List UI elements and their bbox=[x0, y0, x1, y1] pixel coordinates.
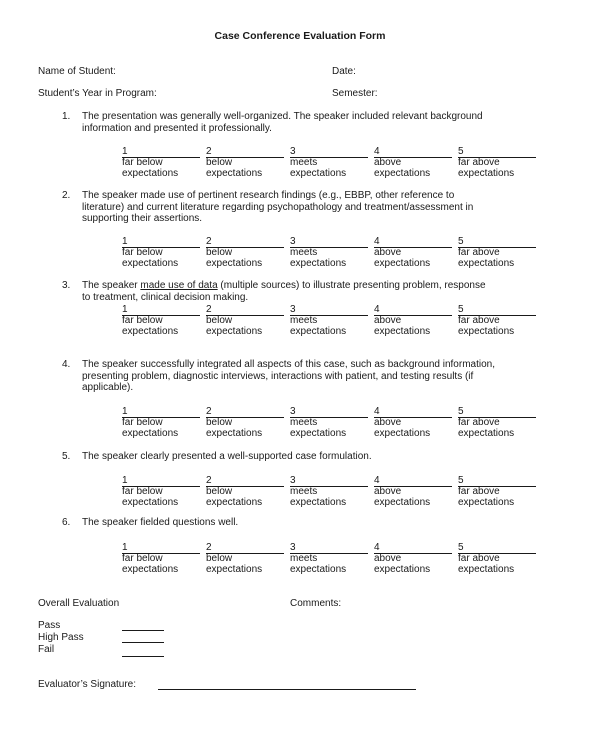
rating-number-1: 1 bbox=[122, 236, 128, 247]
form-title: Case Conference Evaluation Form bbox=[214, 30, 386, 42]
underlined-phrase: made use of data bbox=[140, 280, 218, 291]
rating-label-2: below expectations bbox=[206, 553, 263, 575]
rating-label-1: far below expectations bbox=[122, 417, 179, 439]
rating-label-3: meets expectations bbox=[290, 315, 347, 337]
rating-label-1: far below expectations bbox=[122, 247, 179, 269]
question-number: 3. bbox=[62, 280, 71, 291]
rating-scale[interactable] bbox=[122, 236, 542, 270]
comments-label: Comments: bbox=[290, 598, 342, 609]
rating-number-2: 2 bbox=[206, 406, 212, 417]
rating-label-2: below expectations bbox=[206, 157, 263, 179]
rating-number-4: 4 bbox=[374, 475, 380, 486]
rating-label-2: below expectations bbox=[206, 315, 263, 337]
rating-label-5: far above expectations bbox=[458, 157, 515, 179]
overall-evaluation-label: Overall Evaluation bbox=[38, 598, 120, 609]
rating-number-5: 5 bbox=[458, 146, 464, 157]
rating-number-4: 4 bbox=[374, 304, 380, 315]
rating-label-3: meets expectations bbox=[290, 553, 347, 575]
rating-label-1: far below expectations bbox=[122, 315, 179, 337]
rating-number-1: 1 bbox=[122, 304, 128, 315]
option-fail-label: Fail bbox=[38, 644, 55, 655]
rating-label-1: far below expectations bbox=[122, 553, 179, 575]
rating-number-4: 4 bbox=[374, 542, 380, 553]
rating-number-3: 3 bbox=[290, 542, 296, 553]
signature-line[interactable] bbox=[158, 689, 416, 690]
rating-label-2: below expectations bbox=[206, 247, 263, 269]
date-label: Date: bbox=[332, 66, 356, 77]
question-text: The speaker successfully integrated all aspects of this case, such as background information, presenting problem, diagnostic interviews, interactions with patient, and testing results (if applicable). bbox=[82, 359, 495, 393]
question-number: 4. bbox=[62, 359, 71, 370]
high-pass-blank-line[interactable] bbox=[122, 642, 164, 643]
rating-label-5: far above expectations bbox=[458, 315, 515, 337]
rating-number-4: 4 bbox=[374, 406, 380, 417]
rating-number-1: 1 bbox=[122, 542, 128, 553]
option-pass-label: Pass bbox=[38, 620, 61, 631]
question-text: The speaker clearly presented a well-supported case formulation. bbox=[82, 451, 372, 462]
pass-blank-line[interactable] bbox=[122, 630, 164, 631]
rating-number-2: 2 bbox=[206, 304, 212, 315]
rating-number-2: 2 bbox=[206, 475, 212, 486]
rating-label-4: above expectations bbox=[374, 553, 431, 575]
rating-number-1: 1 bbox=[122, 406, 128, 417]
rating-number-4: 4 bbox=[374, 146, 380, 157]
rating-scale[interactable] bbox=[122, 304, 542, 338]
rating-number-2: 2 bbox=[206, 146, 212, 157]
question-number: 2. bbox=[62, 190, 71, 201]
rating-label-5: far above expectations bbox=[458, 247, 515, 269]
rating-number-3: 3 bbox=[290, 406, 296, 417]
rating-label-4: above expectations bbox=[374, 247, 431, 269]
rating-number-3: 3 bbox=[290, 146, 296, 157]
rating-number-5: 5 bbox=[458, 236, 464, 247]
question-text: The speaker fielded questions well. bbox=[82, 517, 239, 528]
semester-label: Semester: bbox=[332, 88, 378, 99]
rating-number-5: 5 bbox=[458, 406, 464, 417]
question-number: 5. bbox=[62, 451, 71, 462]
rating-number-5: 5 bbox=[458, 542, 464, 553]
rating-label-4: above expectations bbox=[374, 486, 431, 508]
rating-label-5: far above expectations bbox=[458, 417, 515, 439]
rating-label-2: below expectations bbox=[206, 417, 263, 439]
rating-number-1: 1 bbox=[122, 475, 128, 486]
question-text: The presentation was generally well-organized. The speaker included relevant background information and presented it professionally. bbox=[82, 111, 483, 134]
rating-number-5: 5 bbox=[458, 304, 464, 315]
rating-label-4: above expectations bbox=[374, 417, 431, 439]
rating-scale[interactable] bbox=[122, 406, 542, 440]
rating-label-3: meets expectations bbox=[290, 247, 347, 269]
rating-number-3: 3 bbox=[290, 236, 296, 247]
fail-blank-line[interactable] bbox=[122, 656, 164, 657]
rating-number-2: 2 bbox=[206, 542, 212, 553]
question-text: The speaker made use of pertinent research findings (e.g., EBBP, other reference to literature) and current literature regarding psychopathology and treatment/assessment in supporting their assertions. bbox=[82, 190, 474, 224]
question-number: 1. bbox=[62, 111, 71, 122]
rating-number-3: 3 bbox=[290, 304, 296, 315]
name-of-student-label: Name of Student: bbox=[38, 66, 116, 77]
evaluator-signature-label: Evaluator’s Signature: bbox=[38, 679, 137, 690]
rating-label-4: above expectations bbox=[374, 315, 431, 337]
question-number: 6. bbox=[62, 517, 71, 528]
rating-label-5: far above expectations bbox=[458, 553, 515, 575]
rating-label-5: far above expectations bbox=[458, 486, 515, 508]
rating-label-3: meets expectations bbox=[290, 417, 347, 439]
year-in-program-label: Student’s Year in Program: bbox=[38, 88, 157, 99]
rating-number-1: 1 bbox=[122, 146, 128, 157]
option-high-pass-label: High Pass bbox=[38, 632, 84, 643]
question-text: The speaker made use of data (multiple sources) to illustrate presenting problem, response to treatment, clinical decision making. bbox=[82, 280, 486, 303]
rating-number-3: 3 bbox=[290, 475, 296, 486]
rating-label-3: meets expectations bbox=[290, 157, 347, 179]
rating-number-2: 2 bbox=[206, 236, 212, 247]
rating-number-4: 4 bbox=[374, 236, 380, 247]
rating-number-5: 5 bbox=[458, 475, 464, 486]
rating-label-1: far below expectations bbox=[122, 486, 179, 508]
rating-scale[interactable] bbox=[122, 542, 542, 576]
rating-label-1: far below expectations bbox=[122, 157, 179, 179]
rating-label-2: below expectations bbox=[206, 486, 263, 508]
rating-scale[interactable] bbox=[122, 475, 542, 509]
rating-scale[interactable] bbox=[122, 146, 542, 180]
rating-label-3: meets expectations bbox=[290, 486, 347, 508]
rating-label-4: above expectations bbox=[374, 157, 431, 179]
